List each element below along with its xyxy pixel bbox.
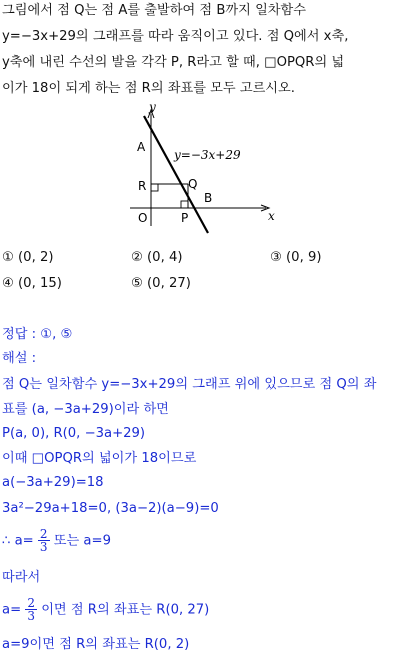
solution-line-4: 이때 □OPQR의 넓이가 18이므로 — [2, 451, 197, 466]
fraction-numerator-2: 2 — [27, 596, 35, 610]
problem-line-1: 그림에서 점 Q는 점 A를 출발하여 점 B까지 일차함수 — [2, 3, 307, 18]
choice-3[interactable] — [270, 249, 322, 267]
x-axis-label: x — [268, 209, 275, 223]
solution-line-6: 3a²−29a+18=0, (3a−2)(a−9)=0 — [2, 501, 219, 516]
answer-line: 정답 : ①, ⑤ — [2, 327, 73, 342]
choice-1-value: (0, 2) — [18, 250, 54, 265]
choice-5-number: ⑤ — [131, 276, 143, 291]
choice-5[interactable] — [131, 275, 191, 293]
solution-line-9-prefix: a= — [2, 602, 22, 618]
solution-line-5: a(−3a+29)=18 — [2, 475, 104, 490]
solution-line-7-prefix: ∴ a= — [2, 533, 34, 549]
choice-3-number: ③ — [270, 250, 282, 265]
choice-2[interactable] — [131, 249, 183, 267]
choice-5-value: (0, 27) — [147, 276, 191, 291]
solution-heading: 해설 : — [2, 351, 37, 366]
fraction-numerator: 2 — [39, 527, 48, 541]
solution-line-2: 표를 (a, −3a+29)이라 하면 — [2, 402, 169, 417]
function-graph-figure — [118, 98, 278, 238]
point-P-label: P — [181, 211, 189, 225]
y-axis-label: y — [149, 100, 156, 114]
problem-line-4: 이가 18이 되게 하는 점 R의 좌표를 모두 고르시오. — [2, 81, 295, 96]
fraction-two-thirds — [38, 528, 50, 553]
right-angle-R — [151, 184, 158, 191]
point-B-label: B — [204, 191, 213, 205]
solution-line-3: P(a, 0), R(0, −3a+29) — [2, 426, 146, 441]
solution-line-9-suffix: 이면 점 R의 좌표는 R(0, 27) — [41, 602, 210, 618]
choice-4-number: ④ — [2, 276, 14, 291]
choice-2-number: ② — [131, 250, 143, 265]
choice-4[interactable] — [2, 275, 62, 293]
choice-3-value: (0, 9) — [286, 250, 322, 265]
right-angle-P — [181, 201, 188, 208]
solution-line-8: 따라서 — [2, 570, 41, 585]
solution-line-1: 점 Q는 일차함수 y=−3x+29의 그래프 위에 있으므로 점 Q의 좌 — [2, 377, 377, 392]
solution-line-7-suffix: 또는 a=9 — [53, 533, 111, 549]
choice-1[interactable] — [2, 249, 54, 267]
solution-line-9 — [2, 597, 209, 622]
point-A-label: A — [137, 140, 146, 154]
graph-line — [144, 116, 208, 233]
solution-line-10: a=9이면 점 R의 좌표는 R(0, 2) — [2, 637, 190, 652]
problem-line-2: y=−3x+29의 그래프를 따라 움직이고 있다. 점 Q에서 x축, — [2, 29, 349, 44]
choice-4-value: (0, 15) — [18, 276, 62, 291]
point-Q-label: Q — [188, 177, 198, 191]
origin-O-label: O — [138, 211, 148, 225]
point-R-label: R — [138, 179, 147, 193]
graph-equation-label: y=−3x+29 — [174, 148, 241, 162]
fraction-two-thirds-2 — [25, 597, 37, 622]
solution-line-7 — [2, 528, 111, 553]
choice-2-value: (0, 4) — [147, 250, 183, 265]
fraction-denominator: 3 — [39, 540, 48, 554]
problem-line-3: y축에 내린 수선의 발을 각각 P, R라고 할 때, □OPQR의 넓 — [2, 55, 345, 70]
choice-1-number: ① — [2, 250, 14, 265]
fraction-denominator-2: 3 — [27, 609, 35, 623]
